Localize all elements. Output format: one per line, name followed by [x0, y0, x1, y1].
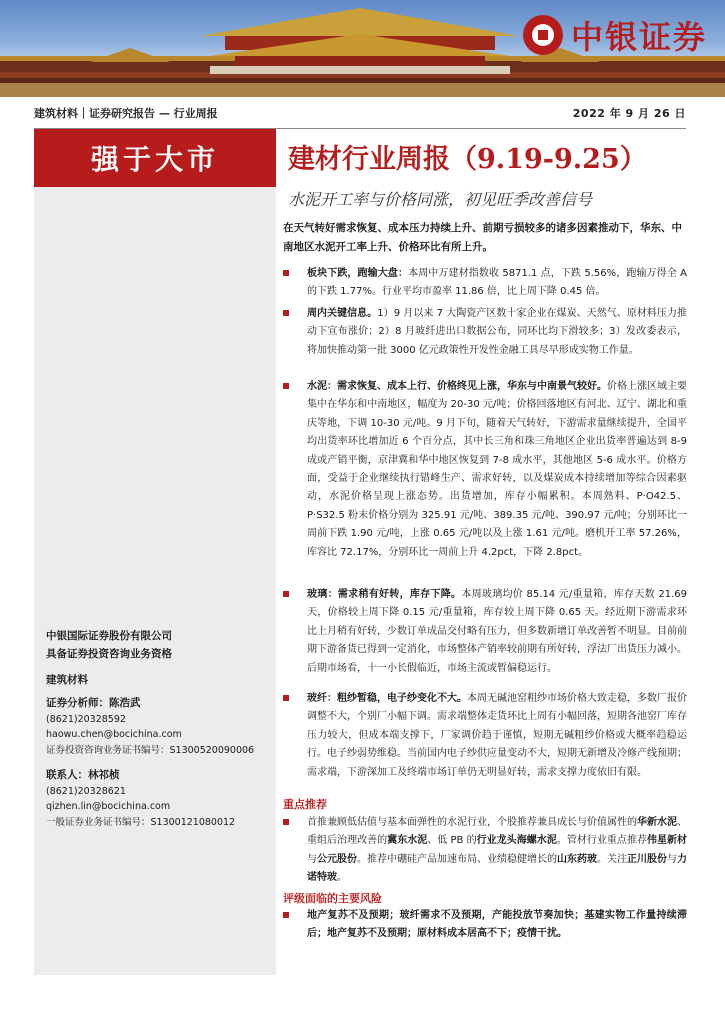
bullet-head: 板块下跌，跑输大盘： — [307, 268, 409, 279]
bank-of-china-logo-icon — [523, 15, 563, 55]
bullet-text: 本周无碱池窑粗纱市场价格大致走稳，多数厂报价调整不大，个别厂小幅下调。需求端整体走货环比上周有小幅回落，短期各池窑厂库存压力较大，但成本端支撑下，厂家调价趋于谨慎，短期无碱粗纱价格或大概率趋稳运行。电子纱弱势维稳。当前国内电子纱供应量变动不大，短期无新增及冷修产线预期；需求端，下游深加工及终端市场订单仍无明显好转，需求支撑力度依旧有限。 — [307, 693, 687, 778]
bullet-square-icon — [283, 912, 289, 918]
bullet-square-icon — [283, 819, 289, 825]
company-info — [46, 627, 268, 663]
risk-list — [283, 907, 687, 944]
analyst-cert: 证券投资咨询业务证书编号：S1300520090006 — [46, 744, 255, 756]
bullet-square-icon — [283, 591, 289, 597]
report-date: 2022 年 9 月 26 日 — [572, 107, 686, 120]
bullet-head: 周内关键信息。 — [307, 308, 378, 319]
bullet-fiberglass — [283, 690, 687, 782]
rating-badge: 强于大市 — [34, 129, 276, 187]
company-qualification: 具备证券投资咨询业务资格 — [46, 648, 172, 660]
sector-label: 建筑材料 — [46, 674, 88, 686]
contact-cert: 一般证券业务证书编号：S1300121080012 — [46, 816, 236, 828]
bullet-glass — [283, 586, 687, 678]
focus-section-title: 重点推荐 — [283, 798, 327, 811]
report-category: 建筑材料｜证券研究报告 — 行业周报 — [34, 107, 218, 120]
analyst-phone: (8621)20328592 — [46, 713, 126, 725]
bullet-text: 本周玻璃均价 85.14 元/重量箱，库存天数 21.69 天，价格较上周下降 0.15 元/重量箱，库存较上周下降 0.65 天。经近期下游需求环比上月稍有好转，少数订单成品交付略有压力，但多数新增订单改善暂不明显。目前前期下游备货已得到一定消化，市场整体产销率较前期有所好转，浮法厂出货压力减小。后期市场看，十一小长假临近，市场主流或暂偏稳运行。 — [307, 589, 687, 674]
report-subtitle: 水泥开工率与价格同涨，初见旺季改善信号 — [288, 190, 593, 209]
bullet-head: 玻璃：需求稍有好转，库存下降。 — [307, 589, 462, 600]
risk-text: 地产复苏不及预期；玻纤需求不及预期，产能投放节奏加快；基建实物工作量持续滞后；地产复苏不及预期；原材料成本居高不下；疫情干扰。 — [307, 910, 687, 940]
boc-securities-logo — [523, 12, 707, 58]
bullet-text: 本周中万建材指数收 5871.1 点，下跌 5.56%，跑输万得全 A 的下跌 1.77%。行业平均市盈率 11.86 倍，比上周下降 0.45 倍。 — [307, 268, 687, 298]
bullet-square-icon — [283, 695, 289, 701]
logo-text: 中银证券 — [570, 18, 707, 56]
bullet-square-icon — [283, 270, 289, 276]
focus-text: 首推兼顾低估值与基本面弹性的水泥行业，个股推荐兼具成长与价值属性的华新水泥、重组后治理改善的冀东水泥、低 PB 的行业龙头海螺水泥。管材行业重点推荐伟星新材与公元股份。推荐中硼硅产品加速布局、业绩稳健增长的山东药玻。关注正川股份与力诺特玻。 — [307, 817, 688, 884]
bullet-head: 水泥：需求恢复、成本上行、价格终见上涨，华东与中南景气较好。 — [307, 381, 607, 392]
header-photo — [0, 0, 725, 97]
category-bar — [34, 98, 686, 129]
focus-recommendation — [283, 814, 687, 888]
contact-info — [46, 768, 271, 830]
analyst-email[interactable]: haowu.chen@bocichina.com — [46, 729, 182, 740]
risk-section-title: 评级面临的主要风险 — [283, 892, 382, 905]
lead-paragraph: 在天气转好需求恢复、成本压力持续上升、前期亏损较多的诸多因素推动下，华东、中南地区水泥开工率上升、价格环比有所上升。 — [283, 222, 682, 253]
bullet-key-info — [283, 305, 687, 360]
bullet-text: 1）9 月以来 7 大陶瓷产区数十家企业在煤炭、天然气、原材料压力推动下宣布涨价；2）8 月玻纤进出口数据公布，同环比均下滑较多；3）发改委表示，将加快推动第一批 3000 亿元政策性开发性金融工具尽早形成实物工作量。 — [307, 308, 688, 356]
report-title: 建材行业周报（9.19-9.25） — [288, 144, 647, 175]
bullet-cement — [283, 378, 687, 562]
left-sidebar — [34, 129, 276, 975]
contact-email[interactable]: qizhen.lin@bocichina.com — [46, 801, 171, 812]
bullet-text: 价格上涨区域主要集中在华东和中南地区，幅度为 20-30 元/吨；价格回落地区有河北、辽宁、湖北和重庆等地，下调 10-30 元/吨。9 月下旬，随着天气转好，下游需求量继续提升，全国平均出货率环比增加近 6 个百分点，其中长三角和珠三角地区企业出货率普遍达到 8-9 成或产销平衡，京津冀和华中地区恢复到 7-8 成水平，其他地区 5-6 成水平。价格方面，受益于企业继续执行错峰生产、需求好转，以及煤炭成本持续增加等综合因素驱动，水泥价格呈现上涨态势。出货增加，库存小幅累积。本周熟料、P·O42.5、P·S32.5 粉末价格分别为 325.91 元/吨、389.35 元/吨、390.97 元/吨；分别环比一周前下跌 1.90 元/吨，上涨 0.65 元/吨以及上涨 1.61 元/吨。磨机开工率 57.26%，库容比 72.17%，分别环比一周前上升 4.2pct，下降 2.8pct。 — [307, 381, 687, 558]
bullet-square-icon — [283, 310, 289, 316]
company-name: 中银国际证券股份有限公司 — [46, 630, 172, 642]
bullet-sector — [283, 265, 687, 302]
bullet-square-icon — [283, 383, 289, 389]
analyst-name: 证券分析师：陈浩武 — [46, 697, 141, 709]
analyst-info — [46, 696, 271, 758]
contact-name: 联系人：林祁桢 — [46, 769, 120, 781]
contact-phone: (8621)20328621 — [46, 785, 126, 797]
bullet-head: 玻纤：粗纱暂稳，电子纱变化不大。 — [307, 693, 467, 704]
